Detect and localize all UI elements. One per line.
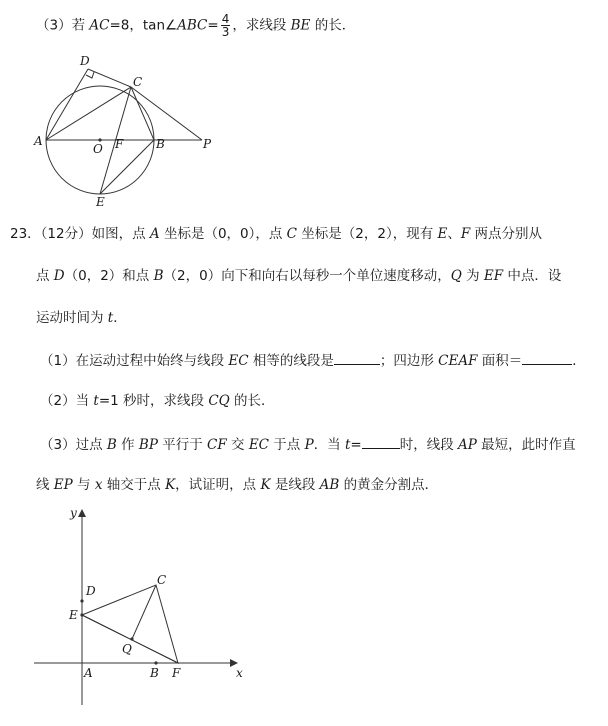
- label-e: E: [96, 195, 105, 208]
- line-cb: [131, 87, 154, 140]
- q23-line-3: 运动时间为 t．: [36, 310, 127, 326]
- label-a: A: [84, 666, 93, 680]
- label-d: D: [80, 54, 90, 68]
- q23-part-1: （1）在运动过程中始终与线段 EC 相等的线段是 ；四边形 CEAF 面积＝ ．: [40, 350, 586, 370]
- q23-part-3-continued: 线 EP 与 x 轴交于点 K，试证明，点 K 是线段 AB 的黄金分割点．: [36, 477, 439, 493]
- label-e: E: [69, 608, 78, 622]
- point-e: [80, 613, 83, 616]
- answer-blank-2[interactable]: [522, 350, 572, 365]
- label-f: F: [172, 666, 181, 680]
- q23-part-3: （3）过点 B 作 BP 平行于 CF 交 EC 于点 P．当 t= 时，线段 AP 最短，此时作直: [40, 434, 576, 454]
- label-y: y: [70, 506, 77, 520]
- label-d: D: [86, 584, 96, 598]
- q23-part-2: （2）当 t=1 秒时，求线段 CQ 的长．: [40, 393, 275, 409]
- label-o: O: [93, 142, 103, 156]
- label-q: Q: [122, 642, 132, 656]
- point-d: [80, 599, 83, 602]
- q23-line-1: 23．（12分）如图，点 A 坐标是（0，0），点 C 坐标是（2，2），现有 E、F 两点分别从: [10, 226, 543, 242]
- label-x: x: [236, 666, 243, 680]
- line-cp: [131, 87, 202, 140]
- coordinate-figure: [26, 505, 256, 715]
- label-b: B: [156, 137, 165, 151]
- label-f: F: [115, 137, 124, 151]
- label-p: P: [203, 137, 212, 151]
- label-a: A: [34, 134, 43, 148]
- point-q: [130, 637, 133, 640]
- prev-part3-question: （3）若 AC=8，tan∠ABC= $\frac{4}{3}$ ，求线段 BE 的长．: [36, 12, 356, 39]
- label-c: C: [133, 75, 143, 89]
- point-b: [154, 661, 157, 664]
- answer-blank-3[interactable]: [362, 434, 400, 449]
- answer-blank-1[interactable]: [334, 350, 380, 365]
- q23-line-2: 点 D（0，2）和点 B（2，0）向下和向右以每秒一个单位速度移动，Q 为 EF 中点．设: [36, 268, 562, 284]
- line-dc: [88, 69, 131, 87]
- right-angle-mark: [86, 72, 94, 78]
- fraction-four-thirds: $\frac{4}{3}$: [221, 12, 230, 39]
- label-b: B: [150, 666, 159, 680]
- line-ad: [46, 69, 88, 140]
- label-c: C: [157, 573, 167, 587]
- circle-geometry-figure: [30, 48, 270, 208]
